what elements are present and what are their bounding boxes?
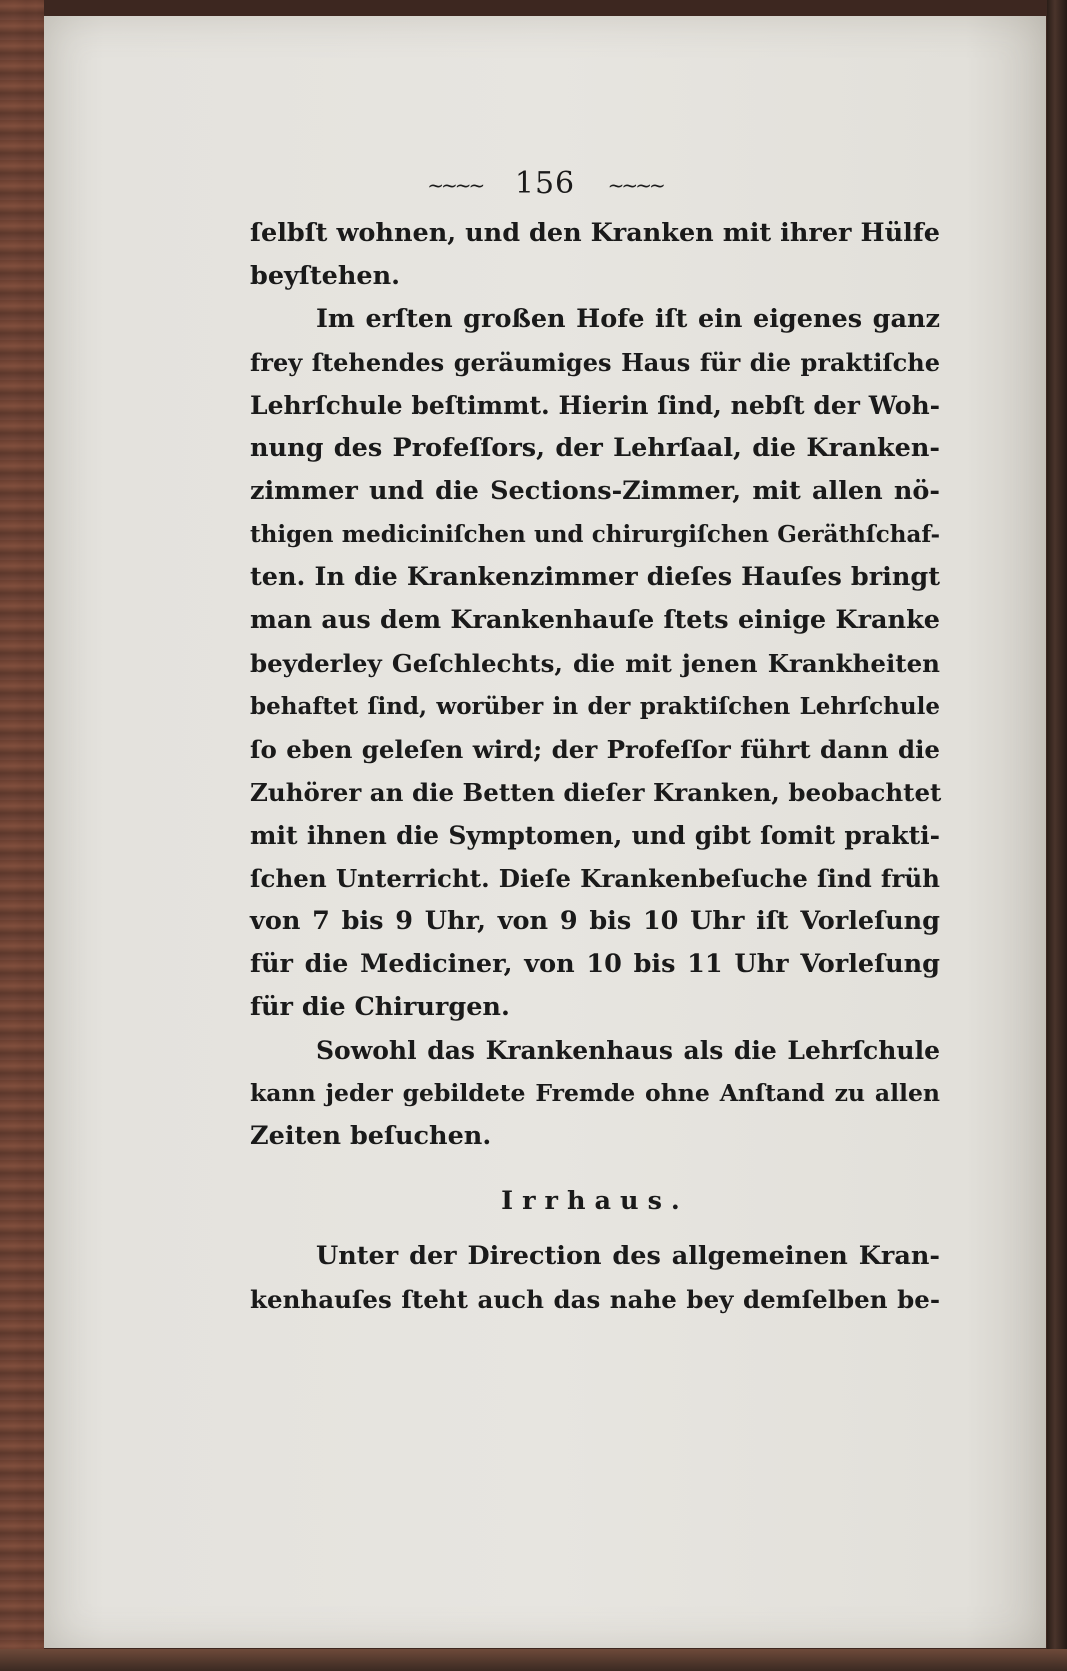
text-line: Zeiten beſuchen. [250,1121,492,1151]
text-line: thigen mediciniſchen und chirurgiſchen Geräthſchaf- [250,521,940,548]
text-line: ſchen Unterricht. Dieſe Krankenbeſuche ſind früh [250,864,940,893]
text-line: beyſtehen. [250,261,401,291]
text-line: kenhauſes ſteht auch das nahe bey demſelben be- [250,1285,940,1314]
text-line: zimmer und die Sections-Zimmer, mit allen nö- [250,476,940,506]
text-line: von 7 bis 9 Uhr, von 9 bis 10 Uhr iſt Vorleſung [250,906,940,936]
section-heading: Irrhaus. [501,1186,689,1216]
text-line: Lehrſchule beſtimmt. Hierin ſind, nebſt der Woh- [250,391,940,420]
text-line: für die Mediciner, von 10 bis 11 Uhr Vorleſung [250,949,940,979]
page-stack-edge [1047,0,1067,1671]
text-line: ſo eben geleſen wird; der Profeſſor führt dann die [250,735,940,764]
ornament-right: ~~~~ [607,173,663,197]
text-line: Zuhörer an die Betten dieſer Kranken, beobachtet [250,778,942,807]
text-line: nung des Profeſſors, der Lehrſaal, die Kranken- [250,433,940,463]
text-line: ten. In die Krankenzimmer dieſes Hauſes bringt [250,562,940,592]
book-page [44,16,1046,1648]
text-line: beyderley Geſchlechts, die mit jenen Krankheiten [250,649,940,678]
text-line: für die Chirurgen. [250,992,510,1022]
text-line: ſelbſt wohnen, und den Kranken mit ihrer Hülfe [250,218,940,248]
text-line: mit ihnen die Symptomen, und gibt ſomit prakti- [250,821,940,850]
page-body [250,212,940,1321]
text-line: frey ſtehendes geräumiges Haus für die praktiſche [250,348,940,377]
ornament-left: ~~~~ [427,173,483,197]
text-line: Unter der Direction des allgemeinen Kran- [316,1241,940,1271]
text-line: kann jeder gebildete Fremde ohne Anſtand zu allen [250,1079,940,1107]
text-line: Im erſten großen Hofe iſt ein eigenes ganz [316,304,940,334]
book-spine-edge [0,0,44,1671]
text-line: Sowohl das Krankenhaus als die Lehrſchule [316,1036,940,1065]
page-number: 156 [514,166,576,201]
page-header [44,166,1046,201]
book-bottom-edge [0,1649,1067,1671]
text-line: man aus dem Krankenhauſe ſtets einige Kranke [250,605,940,635]
text-line: behaftet ſind, worüber in der praktiſchen Lehrſchule [250,693,940,720]
